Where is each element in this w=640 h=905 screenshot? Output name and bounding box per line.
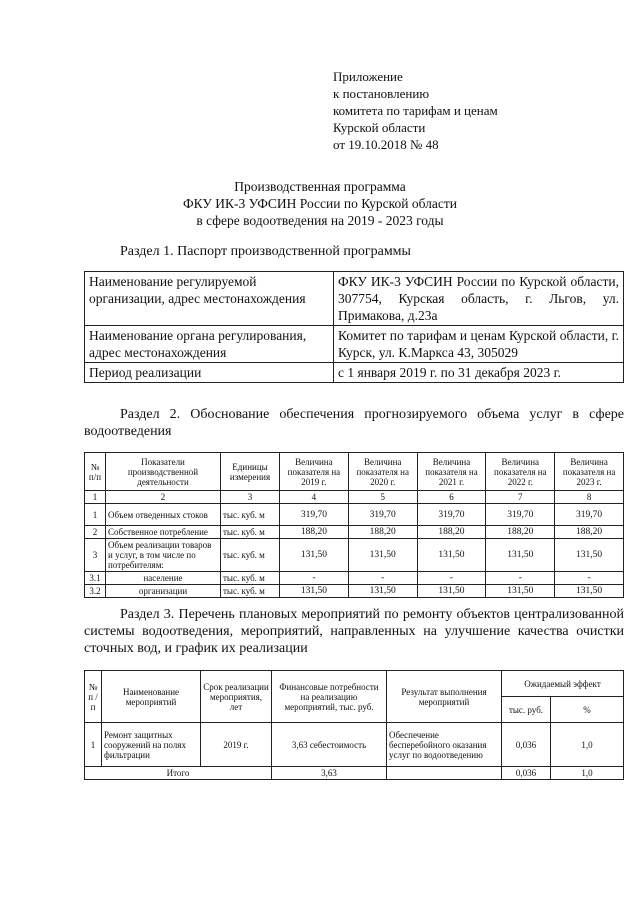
- col-number: 8: [555, 491, 624, 504]
- col-number: 4: [280, 491, 349, 504]
- table-header-row: [85, 453, 624, 491]
- header-cell: %: [551, 697, 624, 723]
- passport-value: Комитет по тарифам и ценам Курской области, г. Курск, ул. К.Маркса 43, 305029: [334, 326, 624, 363]
- col-number: 6: [417, 491, 486, 504]
- col-number: 2: [106, 491, 221, 504]
- value-cell: 188,20: [486, 526, 555, 539]
- table-row: [85, 526, 624, 539]
- passport-value: с 1 января 2019 г. по 31 декабря 2023 г.: [334, 363, 624, 383]
- header-cell: Величина показателя на 2021 г.: [417, 453, 486, 491]
- document-title: [0, 178, 640, 229]
- value-cell: 188,20: [280, 526, 349, 539]
- measure-result: Обеспечение бесперебойного оказания услуг по водоотведению: [387, 723, 502, 767]
- total-finance: 3,63: [272, 767, 387, 780]
- row-number: 3.2: [85, 585, 106, 598]
- row-number: 1: [85, 723, 102, 767]
- row-unit: тыс. куб. м: [221, 526, 280, 539]
- table-row: [85, 539, 624, 572]
- row-name: Объем реализации товаров и услуг, в том числе по потребителям:: [106, 539, 221, 572]
- row-name: население: [106, 572, 221, 585]
- value-cell: 131,50: [280, 585, 349, 598]
- header-cell: Величина показателя на 2019 г.: [280, 453, 349, 491]
- passport-label: Период реализации: [85, 363, 334, 383]
- section1-heading: Раздел 1. Паспорт производственной программы: [120, 244, 411, 259]
- value-cell: 131,50: [555, 585, 624, 598]
- header-cell: № п / п: [85, 671, 102, 723]
- appendix-line: от 19.10.2018 № 48: [333, 137, 439, 152]
- value-cell: 131,50: [348, 585, 417, 598]
- value-cell: -: [348, 572, 417, 585]
- volume-table: [84, 452, 624, 598]
- header-cell: Величина показателя на 2020 г.: [348, 453, 417, 491]
- header-cell: Величина показателя на 2023 г.: [555, 453, 624, 491]
- value-cell: 188,20: [417, 526, 486, 539]
- col-number: 5: [348, 491, 417, 504]
- passport-value: ФКУ ИК-3 УФСИН России по Курской области, 307754, Курская область, г. Льгов, ул. Примакова, д.23а: [334, 272, 624, 326]
- table-row: [85, 585, 624, 598]
- effect-rub: 0,036: [502, 723, 551, 767]
- header-cell: Ожидаемый эффект: [502, 671, 624, 697]
- value-cell: 319,70: [348, 504, 417, 526]
- appendix-line: Приложение: [333, 69, 403, 84]
- passport-label: Наименование регулируемой организации, адрес местонахождения: [85, 272, 334, 326]
- col-number: 1: [85, 491, 106, 504]
- table-row: [85, 723, 624, 767]
- value-cell: 131,50: [348, 539, 417, 572]
- value-cell: 188,20: [348, 526, 417, 539]
- row-number: 1: [85, 504, 106, 526]
- value-cell: 131,50: [417, 539, 486, 572]
- value-cell: 131,50: [486, 539, 555, 572]
- measure-term: 2019 г.: [201, 723, 272, 767]
- row-unit: тыс. куб. м: [221, 572, 280, 585]
- empty-cell: [387, 767, 502, 780]
- table-row: [85, 504, 624, 526]
- appendix-line: к постановлению: [333, 86, 430, 101]
- total-row: [85, 767, 624, 780]
- header-cell: Срок реализации мероприятия, лет: [201, 671, 272, 723]
- value-cell: 131,50: [417, 585, 486, 598]
- total-effect-pct: 1,0: [551, 767, 624, 780]
- header-cell: Показатели производственной деятельности: [106, 453, 221, 491]
- header-cell: Результат выполнения мероприятий: [387, 671, 502, 723]
- row-name: организации: [106, 585, 221, 598]
- total-effect-rub: 0,036: [502, 767, 551, 780]
- col-number: 3: [221, 491, 280, 504]
- measures-table: [84, 670, 624, 780]
- value-cell: -: [486, 572, 555, 585]
- value-cell: 319,70: [280, 504, 349, 526]
- passport-table: [84, 271, 624, 383]
- row-number: 3.1: [85, 572, 106, 585]
- measure-name: Ремонт защитных сооружений на полях фильтрации: [102, 723, 201, 767]
- header-cell: Единицы измерения: [221, 453, 280, 491]
- appendix-line: комитета по тарифам и ценам: [333, 103, 498, 118]
- measure-finance: 3,63 себестоимость: [272, 723, 387, 767]
- row-unit: тыс. куб. м: [221, 539, 280, 572]
- value-cell: 131,50: [555, 539, 624, 572]
- header-cell: № п/п: [85, 453, 106, 491]
- row-number: 2: [85, 526, 106, 539]
- value-cell: -: [280, 572, 349, 585]
- row-name: Собственное потребление: [106, 526, 221, 539]
- table-row: [85, 572, 624, 585]
- value-cell: 319,70: [555, 504, 624, 526]
- table-row: [85, 363, 624, 383]
- title-line: ФКУ ИК-3 УФСИН России по Курской области: [182, 196, 458, 211]
- col-number: 7: [486, 491, 555, 504]
- section2-heading: Раздел 2. Обоснование обеспечения прогнозируемого объема услуг в сфере водоотведения: [84, 407, 624, 439]
- title-line: в сфере водоотведения на 2019 - 2023 годы: [196, 213, 444, 228]
- column-number-row: [85, 491, 624, 504]
- value-cell: 319,70: [486, 504, 555, 526]
- row-number: 3: [85, 539, 106, 572]
- header-cell: Наименование мероприятий: [102, 671, 201, 723]
- value-cell: 131,50: [280, 539, 349, 572]
- row-name: Объем отведенных стоков: [106, 504, 221, 526]
- row-unit: тыс. куб. м: [221, 504, 280, 526]
- table-row: [85, 272, 624, 326]
- row-unit: тыс. куб. м: [221, 585, 280, 598]
- value-cell: 319,70: [417, 504, 486, 526]
- value-cell: -: [417, 572, 486, 585]
- value-cell: -: [555, 572, 624, 585]
- title-line: Производственная программа: [234, 179, 406, 194]
- header-cell: Финансовые потребности на реализацию мероприятий, тыс. руб.: [272, 671, 387, 723]
- header-cell: Величина показателя на 2022 г.: [486, 453, 555, 491]
- table-row: [85, 326, 624, 363]
- header-cell: тыс. руб.: [502, 697, 551, 723]
- section3-heading: Раздел 3. Перечень плановых мероприятий по ремонту объектов централизованной системы водоотведения, мероприятий, направленных на улучшение качества очистки сточных вод, и график их реализации: [84, 607, 624, 656]
- passport-label: Наименование органа регулирования, адрес местонахождения: [85, 326, 334, 363]
- value-cell: 131,50: [486, 585, 555, 598]
- appendix-block: [333, 68, 498, 153]
- appendix-line: Курской области: [333, 120, 426, 135]
- table-header-row: [85, 671, 624, 697]
- effect-pct: 1,0: [551, 723, 624, 767]
- total-label: Итого: [85, 767, 272, 780]
- value-cell: 188,20: [555, 526, 624, 539]
